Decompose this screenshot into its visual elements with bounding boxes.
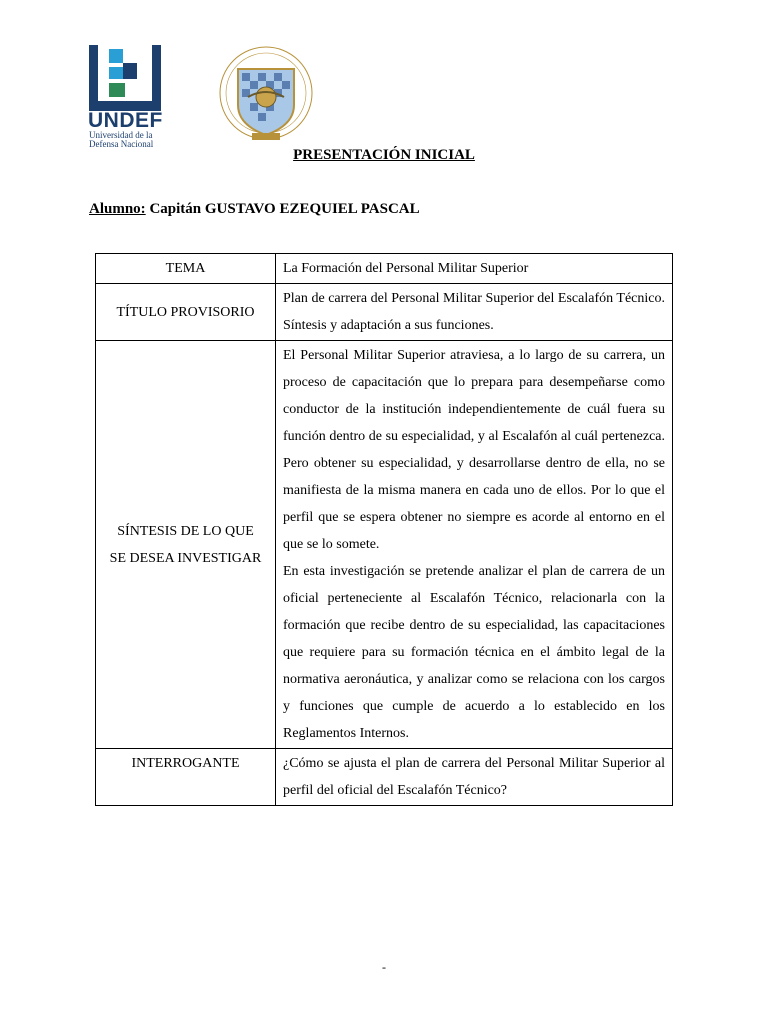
student-label: Alumno: bbox=[89, 201, 146, 217]
military-school-seal-icon bbox=[218, 43, 318, 147]
page-footer-mark: - bbox=[382, 960, 386, 974]
table-row bbox=[96, 749, 673, 806]
table-row bbox=[96, 341, 673, 749]
sintesis-paragraph-1: El Personal Militar Superior atraviesa, a lo largo de su carrera, un proceso de capacitación que lo prepara para desempeñarse como conductor de la institución independientemente de cuál fuera su función dentro de su especialidad, y al Escalafón al cuál pertenezca. Pero obtener su especialidad, y desarrollarse dentro de ella, no se manifiesta de la misma manera en cada uno de ellos. Por lo que el perfil que se espera obtener no siempre es acorde al entorno en el que se lo somete. bbox=[283, 348, 665, 552]
row-key-interrogante: INTERROGANTE bbox=[96, 749, 276, 806]
page-title: PRESENTACIÓN INICIAL bbox=[293, 147, 475, 163]
row-key-tema: TEMA bbox=[96, 254, 276, 284]
row-key-sintesis: SÍNTESIS DE LO QUE SE DESEA INVESTIGAR bbox=[96, 341, 276, 749]
row-value-sintesis bbox=[276, 341, 673, 749]
row-key-titulo: TÍTULO PROVISORIO bbox=[96, 284, 276, 341]
undef-emblem-icon bbox=[89, 45, 161, 111]
sintesis-paragraph-2: En esta investigación se pretende analizar el plan de carrera de un oficial perteneciente al Escalafón Técnico, relacionarla con la formación que recibe dentro de su especialidad, las capacitaciones que requiere para su formación técnica en el ámbito legal de la normativa aeronáutica, y analizar como se relaciona con los cargos y funciones que cumple de acuerdo a lo establecido en los Reglamentos Internos. bbox=[283, 564, 665, 741]
research-table bbox=[95, 253, 673, 806]
undef-brand-text: UNDEF bbox=[88, 109, 163, 132]
student-line bbox=[89, 201, 420, 218]
table-row bbox=[96, 284, 673, 341]
undef-logo bbox=[88, 45, 168, 149]
row-value-titulo: Plan de carrera del Personal Militar Superior del Escalafón Técnico. Síntesis y adaptación a sus funciones. bbox=[276, 284, 673, 341]
row-value-interrogante: ¿Cómo se ajusta el plan de carrera del Personal Militar Superior al perfil del oficial del Escalafón Técnico? bbox=[276, 749, 673, 806]
row-value-tema: La Formación del Personal Militar Superior bbox=[276, 254, 673, 284]
undef-subtitle: Universidad de la Defensa Nacional bbox=[89, 130, 154, 149]
table-row bbox=[96, 254, 673, 284]
student-name: Capitán GUSTAVO EZEQUIEL PASCAL bbox=[149, 201, 420, 217]
